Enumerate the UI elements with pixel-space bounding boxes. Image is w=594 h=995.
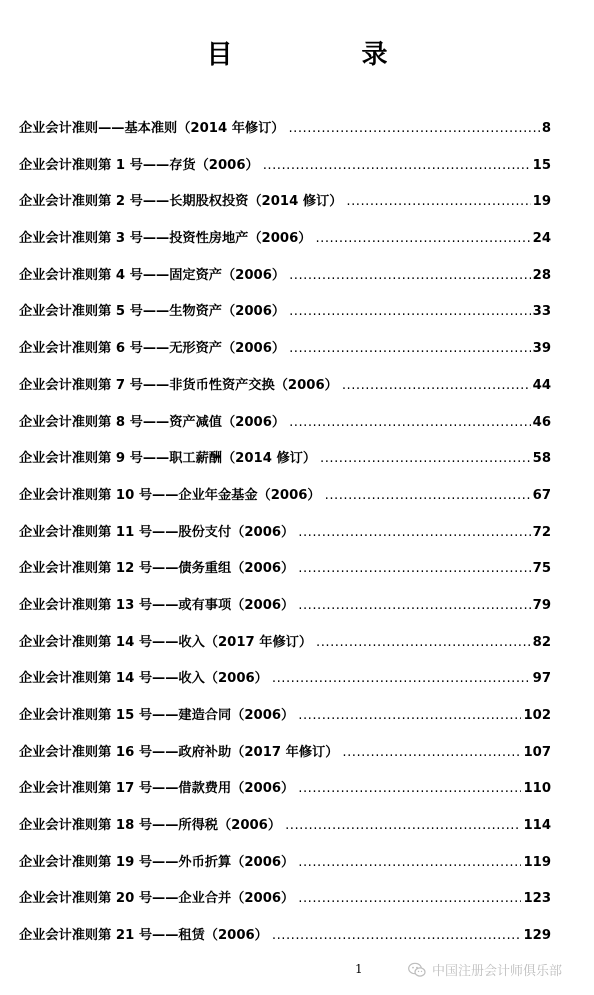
toc-entry-title: 企业会计准则第 10 号——企业年金基金（2006） xyxy=(19,487,321,503)
toc-entry[interactable] xyxy=(19,741,551,778)
toc-entry-page: 28 xyxy=(532,267,551,283)
toc-entry[interactable] xyxy=(19,704,551,741)
toc-entry-title: 企业会计准则第 15 号——建造合同（2006） xyxy=(19,708,295,723)
toc-entry[interactable] xyxy=(19,851,551,888)
toc-entry-title: 企业会计准则第 21 号——租赁（2006） xyxy=(19,928,268,944)
toc-entry[interactable] xyxy=(19,300,551,337)
toc-entry-title: 企业会计准则第 7 号——非货币性资产交换（2006） xyxy=(19,377,338,393)
toc-leader-dots xyxy=(316,635,531,650)
toc-entry-title: 企业会计准则第 20 号——企业合并（2006） xyxy=(19,891,295,907)
toc-entry[interactable] xyxy=(19,887,551,924)
toc-entry-page: 67 xyxy=(532,487,551,503)
toc-entry[interactable] xyxy=(19,521,551,558)
toc-entry-title: 企业会计准则第 9 号——职工薪酬（2014 修订） xyxy=(19,451,317,467)
toc-leader-dots xyxy=(263,158,531,173)
toc-leader-dots xyxy=(272,928,522,943)
toc-entry-title: 企业会计准则第 5 号——生物资产（2006） xyxy=(19,304,286,320)
toc-entry[interactable] xyxy=(19,777,551,814)
toc-entry[interactable] xyxy=(19,154,551,191)
toc-entry[interactable] xyxy=(19,631,551,668)
toc-leader-dots xyxy=(298,781,521,796)
toc-leader-dots xyxy=(298,598,530,613)
toc-entry[interactable] xyxy=(19,557,551,594)
toc-entry-page: 102 xyxy=(523,708,551,723)
toc-leader-dots xyxy=(342,745,521,760)
toc-entry-page: 72 xyxy=(532,524,551,540)
toc-entry-title: 企业会计准则第 8 号——资产减值（2006） xyxy=(19,414,286,430)
watermark xyxy=(408,960,562,979)
toc-leader-dots xyxy=(346,194,530,209)
toc-entry-page: 82 xyxy=(532,634,551,650)
page-number: 1 xyxy=(355,962,363,976)
toc-leader-dots xyxy=(320,451,531,466)
toc-entry-title: 企业会计准则第 6 号——无形资产（2006） xyxy=(19,341,286,357)
toc-entry-page: 33 xyxy=(532,304,551,320)
toc-entry-page: 24 xyxy=(532,231,551,247)
toc-entry-title: 企业会计准则第 12 号——债务重组（2006） xyxy=(19,561,295,577)
toc-entry[interactable] xyxy=(19,337,551,374)
toc-entry-title: 企业会计准则第 3 号——投资性房地产（2006） xyxy=(19,231,312,247)
toc-entry-title: 企业会计准则第 17 号——借款费用（2006） xyxy=(19,781,295,797)
toc-entry-page: 46 xyxy=(532,414,551,430)
toc-entry-page: 114 xyxy=(523,818,551,834)
toc-entry[interactable] xyxy=(19,411,551,448)
watermark-text: 中国注册会计师俱乐部 xyxy=(432,964,563,979)
toc-leader-dots xyxy=(289,341,531,356)
page-title: 目 录 xyxy=(206,40,448,70)
toc-entry[interactable] xyxy=(19,814,551,851)
wechat-icon xyxy=(408,962,426,978)
toc-entry-title: 企业会计准则第 4 号——固定资产（2006） xyxy=(19,267,286,283)
toc-entry-page: 39 xyxy=(532,341,551,357)
toc-entry-title: 企业会计准则第 18 号——所得税（2006） xyxy=(19,818,282,834)
toc-entry[interactable] xyxy=(19,264,551,301)
toc-entry[interactable] xyxy=(19,117,551,154)
toc-entry-page: 110 xyxy=(523,781,551,797)
toc-leader-dots xyxy=(325,488,531,503)
toc-entry-page: 44 xyxy=(532,377,551,393)
toc-entry-page: 119 xyxy=(523,854,551,870)
toc-leader-dots xyxy=(288,121,539,136)
toc-entry[interactable] xyxy=(19,190,551,227)
toc-entry-title: 企业会计准则第 14 号——收入（2017 年修订） xyxy=(19,634,313,650)
table-of-contents xyxy=(19,117,551,961)
toc-entry-page: 58 xyxy=(532,451,551,467)
toc-entry-title: 企业会计准则第 2 号——长期股权投资（2014 修订） xyxy=(19,194,343,210)
toc-entry-page: 97 xyxy=(532,671,551,687)
toc-entry-title: 企业会计准则第 19 号——外币折算（2006） xyxy=(19,854,295,870)
toc-leader-dots xyxy=(342,378,531,393)
toc-entry-page: 79 xyxy=(532,597,551,613)
toc-entry[interactable] xyxy=(19,447,551,484)
toc-leader-dots xyxy=(289,304,531,319)
toc-entry[interactable] xyxy=(19,667,551,704)
toc-entry[interactable] xyxy=(19,227,551,264)
toc-entry[interactable] xyxy=(19,484,551,521)
toc-leader-dots xyxy=(285,818,521,833)
toc-leader-dots xyxy=(298,708,521,723)
toc-entry-title: 企业会计准则第 14 号——收入（2006） xyxy=(19,671,268,687)
toc-leader-dots xyxy=(289,268,531,283)
toc-entry-page: 123 xyxy=(523,891,551,907)
toc-entry[interactable] xyxy=(19,924,551,961)
toc-entry-page: 75 xyxy=(532,561,551,577)
toc-leader-dots xyxy=(272,671,531,686)
toc-leader-dots xyxy=(298,561,530,576)
toc-entry[interactable] xyxy=(19,594,551,631)
toc-entry-page: 8 xyxy=(541,121,551,136)
toc-entry-title: 企业会计准则第 16 号——政府补助（2017 年修订） xyxy=(19,744,339,760)
toc-entry-page: 19 xyxy=(532,194,551,210)
toc-leader-dots xyxy=(315,231,530,246)
toc-entry[interactable] xyxy=(19,374,551,411)
toc-entry-page: 15 xyxy=(532,157,551,173)
toc-leader-dots xyxy=(298,891,521,906)
toc-entry-title: 企业会计准则第 13 号——或有事项（2006） xyxy=(19,597,295,613)
toc-entry-title: 企业会计准则第 1 号——存货（2006） xyxy=(19,157,259,173)
toc-entry-title: 企业会计准则——基本准则（2014 年修订） xyxy=(19,121,285,136)
toc-leader-dots xyxy=(289,415,531,430)
toc-leader-dots xyxy=(298,855,521,870)
toc-entry-page: 107 xyxy=(523,744,551,760)
toc-entry-page: 129 xyxy=(523,928,551,944)
toc-leader-dots xyxy=(298,525,530,540)
toc-entry-title: 企业会计准则第 11 号——股份支付（2006） xyxy=(19,524,295,540)
